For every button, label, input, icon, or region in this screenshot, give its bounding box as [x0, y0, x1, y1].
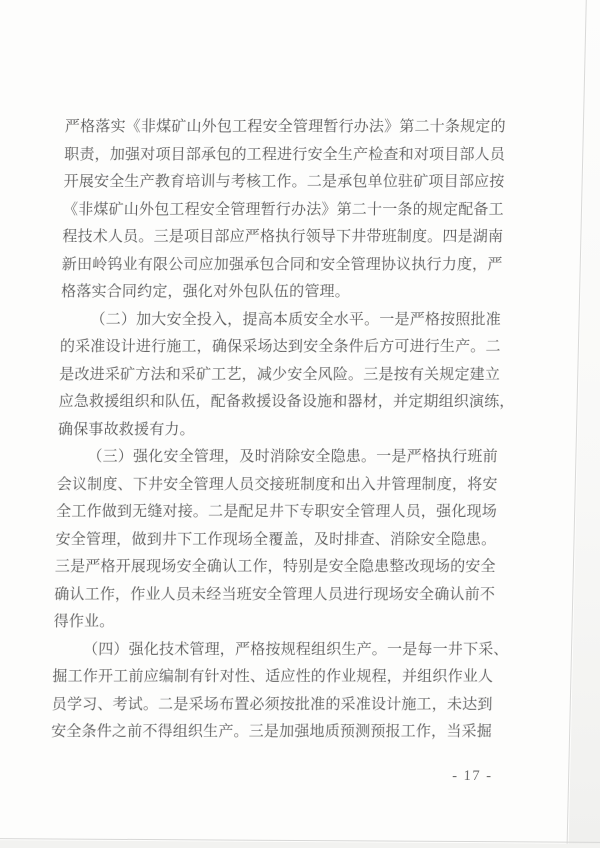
body-text: [51, 114, 535, 747]
text-line: 安全管理，做到井下工作现场全覆盖，及时排查、消除安全隐患。: [55, 531, 497, 548]
text-line: 全工作做到无缝对接。二是配足井下专职安全管理人员，强化现场: [55, 504, 498, 520]
text-line: 会议制度、下井安全管理人员交接班制度和出入井管理制度，将安: [56, 476, 498, 493]
text-line: 员学习、考试。二是采场布置必须按批准的采准设计施工，未达到: [51, 696, 493, 713]
text-line: 应急救援组织和队伍，配备救援设备设施和器材，并定期组织演练，: [58, 394, 515, 410]
text-line: 《非煤矿山外包工程安全管理暂行办法》第二十一条的规定配备工: [62, 201, 505, 218]
text-line: 程技术人员。三是项目部应严格执行领导下井带班制度。四是湖南: [62, 229, 504, 245]
text-line: 开展安全生产教育培训与考核工作。二是承包单位驻矿项目部应按: [63, 174, 505, 190]
text-line: 职责，加强对项目部承包的工程进行安全生产检查和对项目部人员: [64, 146, 506, 163]
text-line: 格落实合同约定，强化对外包队伍的管理。: [60, 284, 351, 300]
text-line: 确保事故救援有力。: [57, 421, 196, 438]
page-number: - 17 -: [451, 768, 493, 784]
text-line: 确认工作，作业人员未经当班安全管理人员进行现场安全确认前不: [54, 586, 496, 603]
text-line-paragraph-start: （四）强化技术管理，严格按规程组织生产。一是每一井下采、: [82, 641, 509, 658]
text-line: 得作业。: [53, 614, 115, 630]
text-line: 三是严格开展现场安全确认工作，特别是安全隐患整改现场的安全: [54, 559, 496, 575]
text-line-paragraph-start: （二）加大安全投入，提高本质安全水平。一是严格按照批准: [90, 311, 502, 328]
text-line: 严格落实《非煤矿山外包工程安全管理暂行办法》第二十条规定的: [64, 119, 506, 135]
text-line: 的采准设计进行施工，确保采场达到安全条件后方可进行生产。二: [59, 339, 501, 355]
text-line-paragraph-start: （三）强化安全管理，及时消除安全隐患。一是严格执行班前: [87, 449, 498, 465]
text-line: 新田岭钨业有限公司应加强承包合同和安全管理协议执行力度，严: [61, 256, 503, 273]
text-line: 是改进采矿方法和采矿工艺，减少安全风险。三是按有关规定建立: [59, 366, 501, 383]
text-line: 安全条件之前不得组织生产。三是加强地质预测预报工作，当采掘: [50, 724, 493, 740]
text-line: 掘工作开工前应编制有针对性、适应性的作业规程，并组织作业人: [52, 669, 494, 685]
